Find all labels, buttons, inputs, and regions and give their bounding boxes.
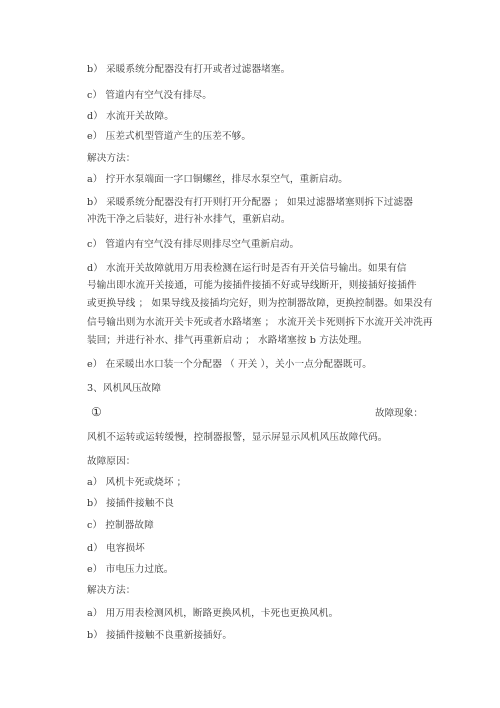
text-line: c） 管道内有空气没有排尽则排尽空气重新启动。 — [87, 239, 300, 250]
text-line: e） 压差式机型管道产生的压差不够。 — [87, 131, 252, 142]
section-heading: 解决方法： — [87, 585, 136, 596]
text-line: b） 接插件接触不良 — [87, 498, 174, 509]
text-line: 信号输出则为水流开关卡死或者水路堵塞 ； 水流开关卡死则拆下水流开关冲洗再 — [87, 317, 433, 328]
text-line: 风机不运转或运转缓慢，控制器报警，显示屏显示风机风压故障代码。 — [87, 432, 388, 443]
section-heading: 故障原因： — [87, 456, 136, 467]
text-line: c） 管道内有空气没有排尽。 — [87, 90, 212, 101]
text-line: e） 市电压力过底。 — [87, 564, 174, 575]
fault-label: 故障现象： — [375, 408, 423, 419]
text-line: b） 采暖系统分配器没有打开则打开分配器 ； 如果过滤器堵塞则拆下过滤器 — [87, 197, 413, 208]
text-line: 号输出即水流开关接通，可能为接插件接插不好或导线断开，则接插好接插件 — [87, 280, 417, 291]
text-line: a） 拧开水泵端面一字口铜螺丝，排尽水泵空气，重新启动。 — [87, 174, 349, 185]
text-line: b） 接插件接触不良重新接插好。 — [87, 630, 233, 641]
text-line: d） 电容损坏 — [87, 543, 145, 554]
text-line: b） 采暖系统分配器没有打开或者过滤器堵塞。 — [87, 64, 291, 75]
section-heading: 3、风机风压故障 — [87, 383, 162, 394]
text-line: a） 用万用表检测风机，断路更换风机，卡死也更换风机。 — [87, 608, 339, 619]
circled-number-marker: ① — [91, 405, 102, 419]
text-line: 冲洗干净之后装好，进行补水排气，重新启动。 — [87, 214, 291, 225]
text-line: d） 水流开关故障就用万用表检测在运行时是否有开关信号输出。如果有信 — [87, 263, 407, 274]
text-line: d） 水流开关故障。 — [87, 111, 174, 122]
text-line: a） 风机卡死或烧坏 ； — [87, 477, 187, 488]
text-line: e） 在采暖出水口装一个分配器 （ 开关 ），关小一点分配器既可。 — [87, 359, 372, 370]
text-line: 装回；并进行补水、排气再重新启动 ； 水路堵塞按 b 方法处理。 — [87, 335, 368, 346]
text-line: 或更换导线 ； 如果导线及接插均完好，则为控制器故障，更换控制器。如果没有 — [87, 298, 433, 309]
text-line: c） 控制器故障 — [87, 520, 154, 531]
section-heading: 解决方法： — [87, 153, 136, 164]
